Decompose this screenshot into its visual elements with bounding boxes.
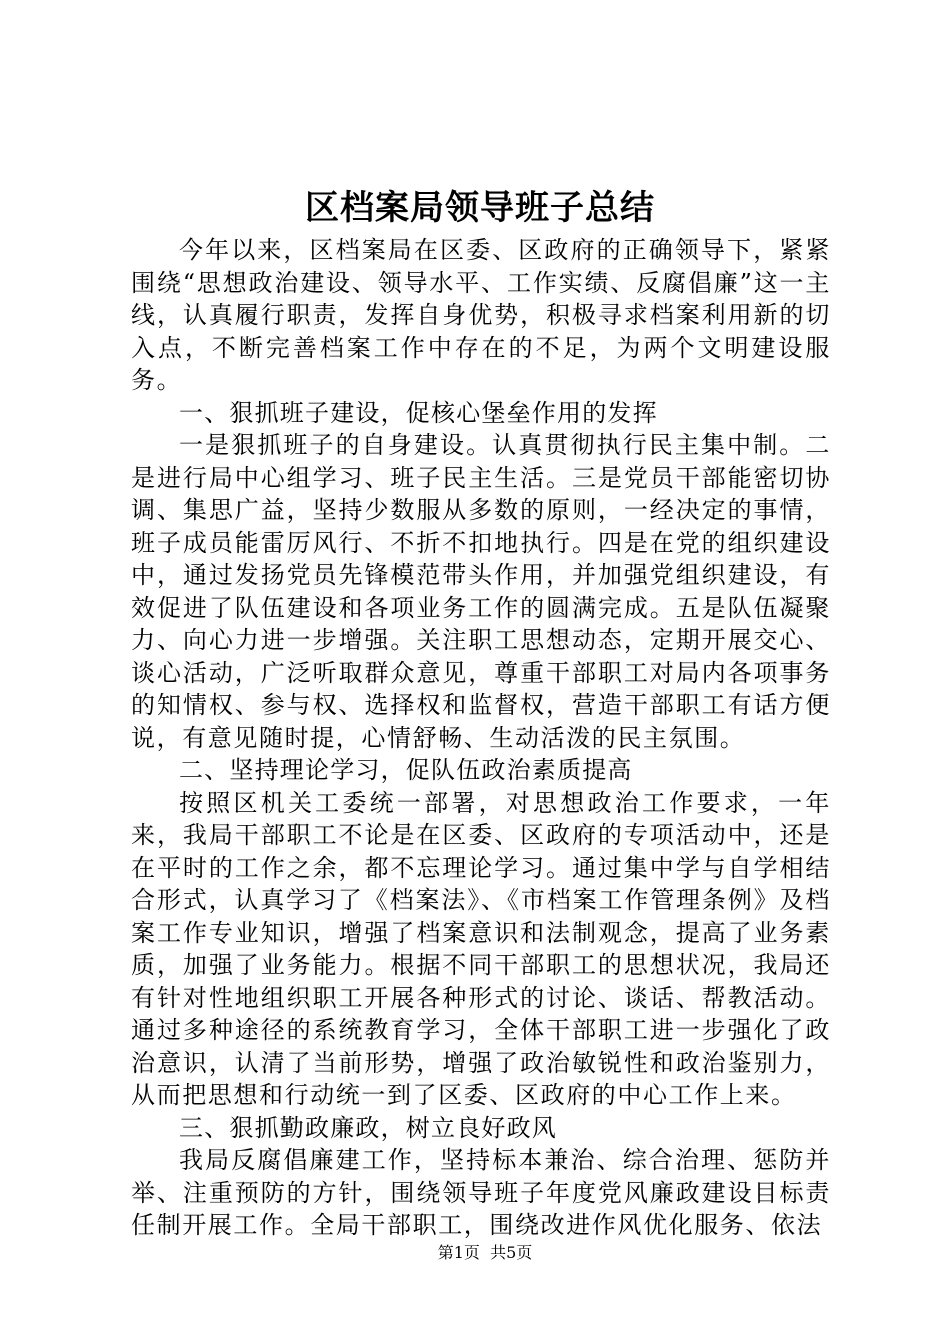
section-heading-2: 二、坚持理论学习，促队伍政治素质提高 [179,756,633,784]
page-number: 第1页 [437,1243,480,1262]
page-footer [0,1241,950,1265]
section-3-paragraph: 我局反腐倡廉建工作，坚持标本兼治、综合治理、惩防并举、注重预防的方针，围绕领导班子年度党风廉政建设目标责任制开展工作。全局干部职工，围绕改进作风优化服务、依法 [131,1146,831,1239]
intro-paragraph: 今年以来，区档案局在区委、区政府的正确领导下，紧紧围绕“思想政治建设、领导水平、工作实绩、反腐倡廉”这一主线，认真履行职责，发挥自身优势，积极寻求档案利用新的切入点，不断完善档案工作中存在的不足，为两个文明建设服务。 [131,236,831,394]
section-2-paragraph: 按照区机关工委统一部署，对思想政治工作要求，一年来，我局干部职工不论是在区委、区政府的专项活动中，还是在平时的工作之余，都不忘理论学习。通过集中学与自学相结合形式，认真学习了《档案法》、《市档案工作管理条例》及档案工作专业知识，增强了档案意识和法制观念，提高了业务素质，加强了业务能力。根据不同干部职工的思想状况，我局还有针对性地组织职工开展各种形式的讨论、谈话、帮教活动。通过多种途径的系统教育学习，全体干部职工进一步强化了政治意识，认清了当前形势，增强了政治敏锐性和政治鉴别力，从而把思想和行动统一到了区委、区政府的中心工作上来。 [131,788,831,1109]
document-title: 区档案局领导班子总结 [305,188,655,228]
section-heading-3: 三、狠抓勤政廉政，树立良好政风 [179,1113,557,1142]
page-total: 共5页 [490,1243,533,1262]
footer-spacer [480,1243,490,1262]
section-heading-1: 一、狠抓班子建设，促核心堡垒作用的发挥 [179,398,658,427]
section-1-paragraph: 一是狠抓班子的自身建设。认真贯彻执行民主集中制。二是进行局中心组学习、班子民主生活。三是党员干部能密切协调、集思广益，坚持少数服从多数的原则，一经决定的事情，班子成员能雷厉风行、不折不扣地执行。四是在党的组织建设中，通过发扬党员先锋模范带头作用，并加强党组织建设，有效促进了队伍建设和各项业务工作的圆满完成。五是队伍凝聚力、向心力进一步增强。关注职工思想动态，定期开展交心、谈心活动，广泛听取群众意见，尊重干部职工对局内各项事务的知情权、参与权、选择权和监督权，营造干部职工有话方便说，有意见随时提，心情舒畅、生动活泼的民主氛围。 [131,431,831,752]
document-body [131,234,831,1242]
